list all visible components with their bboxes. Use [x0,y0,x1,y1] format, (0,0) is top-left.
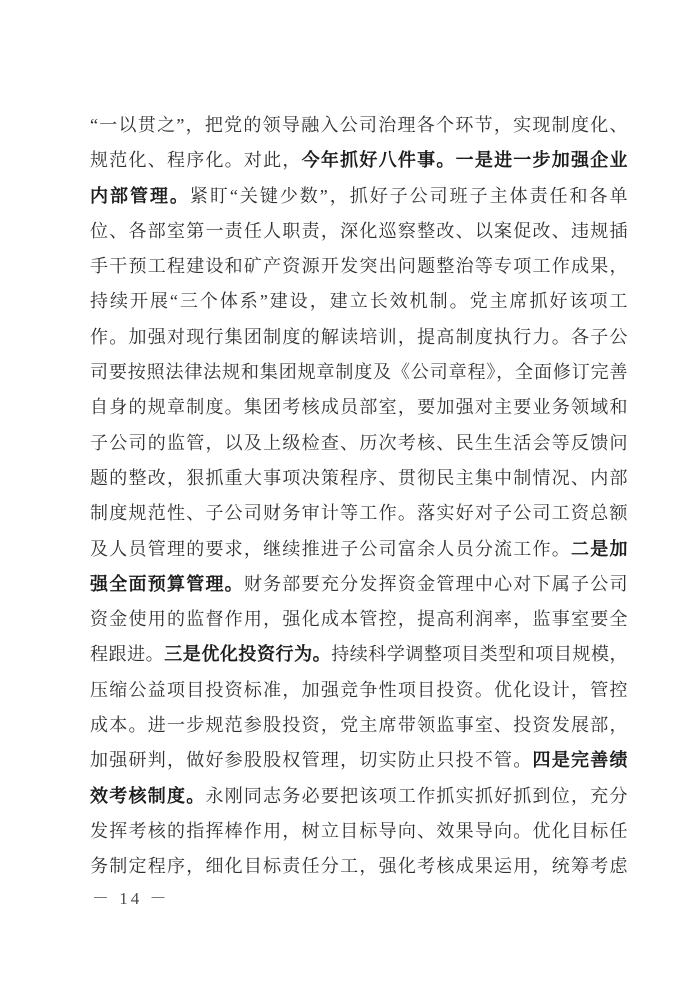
text-line [90,496,628,531]
text-line [90,461,628,496]
text-run: 务制定程序，细化目标责任分工，强化考核成果运用，统筹考虑 [90,856,628,877]
text-run: 手干预工程建设和矿产资源开发突出问题整治等专项工作成果， [90,256,628,277]
text-run: 子公司的监管，以及上级检查、历次考核、民生生活会等反馈问 [90,432,628,453]
text-line [90,355,628,390]
text-line [90,179,628,214]
text-run: “一以贯之”，把党的领导融入公司治理各个环节，实现制度化、 [90,115,628,135]
text-line [90,532,628,567]
text-line [90,426,628,461]
text-line [90,814,628,849]
text-line [90,390,628,425]
text-line [90,567,628,602]
text-run: 压缩公益项目投资标准，加强竞争性项目投资。优化设计，管控 [90,679,628,700]
bold-text-run: 三是优化投资行为。 [164,644,332,665]
text-run: 规范化、程序化。对此， [90,150,302,171]
text-line [90,779,628,814]
text-run: 资金使用的监督作用，强化成本管控，提高利润率，监事室要全 [90,609,628,630]
text-run: 财务部要充分发挥资金管理中心对下属子公司 [243,573,629,594]
text-line [90,108,628,143]
text-run: 作。加强对现行集团制度的解读培训，提高制度执行力。各子公 [90,326,628,347]
text-line [90,143,628,178]
text-run: 持续开展“三个体系”建设，建立长效机制。党主席抓好该项工 [90,291,628,312]
text-line [90,249,628,284]
page-number: － 14 － [92,889,170,908]
text-run: 位、各部室第一责任人职责，深化巡察整改、以案促改、违规插 [90,220,628,241]
text-line [90,320,628,355]
bold-text-run: 效考核制度。 [90,785,206,806]
text-run: 题的整改，狠抓重大事项决策程序、贯彻民主集中制情况、内部 [90,467,628,488]
text-line [90,214,628,249]
text-run: 发挥考核的指挥棒作用，树立目标导向、效果导向。优化目标任 [90,820,628,841]
text-run: 永刚同志务必要把该项工作抓实抓好抓到位，充分 [205,785,629,806]
text-line [90,743,628,778]
text-line [90,849,628,884]
bold-text-run: 四是完善绩 [532,750,629,771]
text-run: 成本。进一步规范参股投资，党主席带领监事室、投资发展部， [90,715,628,736]
text-line [90,673,628,708]
text-line [90,637,628,672]
bold-text-run: 强全面预算管理。 [90,573,244,594]
text-run: 加强研判，做好参股股权管理，切实防止只投不管。 [90,750,533,771]
bold-text-run: 二是加 [571,538,629,559]
text-run: 紧盯“关键少数”，抓好子公司班子主体责任和各单 [189,185,629,206]
text-line [90,602,628,637]
text-line [90,708,628,743]
text-run: 制度规范性、子公司财务审计等工作。落实好对子公司工资总额 [90,503,628,524]
text-run: 及人员管理的要求，继续推进子公司富余人员分流工作。 [90,538,572,559]
bold-text-run: 内部管理。 [90,185,190,206]
body-text [90,108,628,885]
text-run: 持续科学调整项目类型和项目规模， [331,644,629,665]
text-run: 程跟进。 [90,644,165,665]
text-run: 自身的规章制度。集团考核成员部室，要加强对主要业务领域和 [90,397,628,418]
bold-text-run: 今年抓好八件事。一是进一步加强企业 [301,150,629,171]
text-run: 司要按照法律法规和集团规章制度及《公司章程》，全面修订完善 [90,362,628,383]
text-line [90,284,628,319]
